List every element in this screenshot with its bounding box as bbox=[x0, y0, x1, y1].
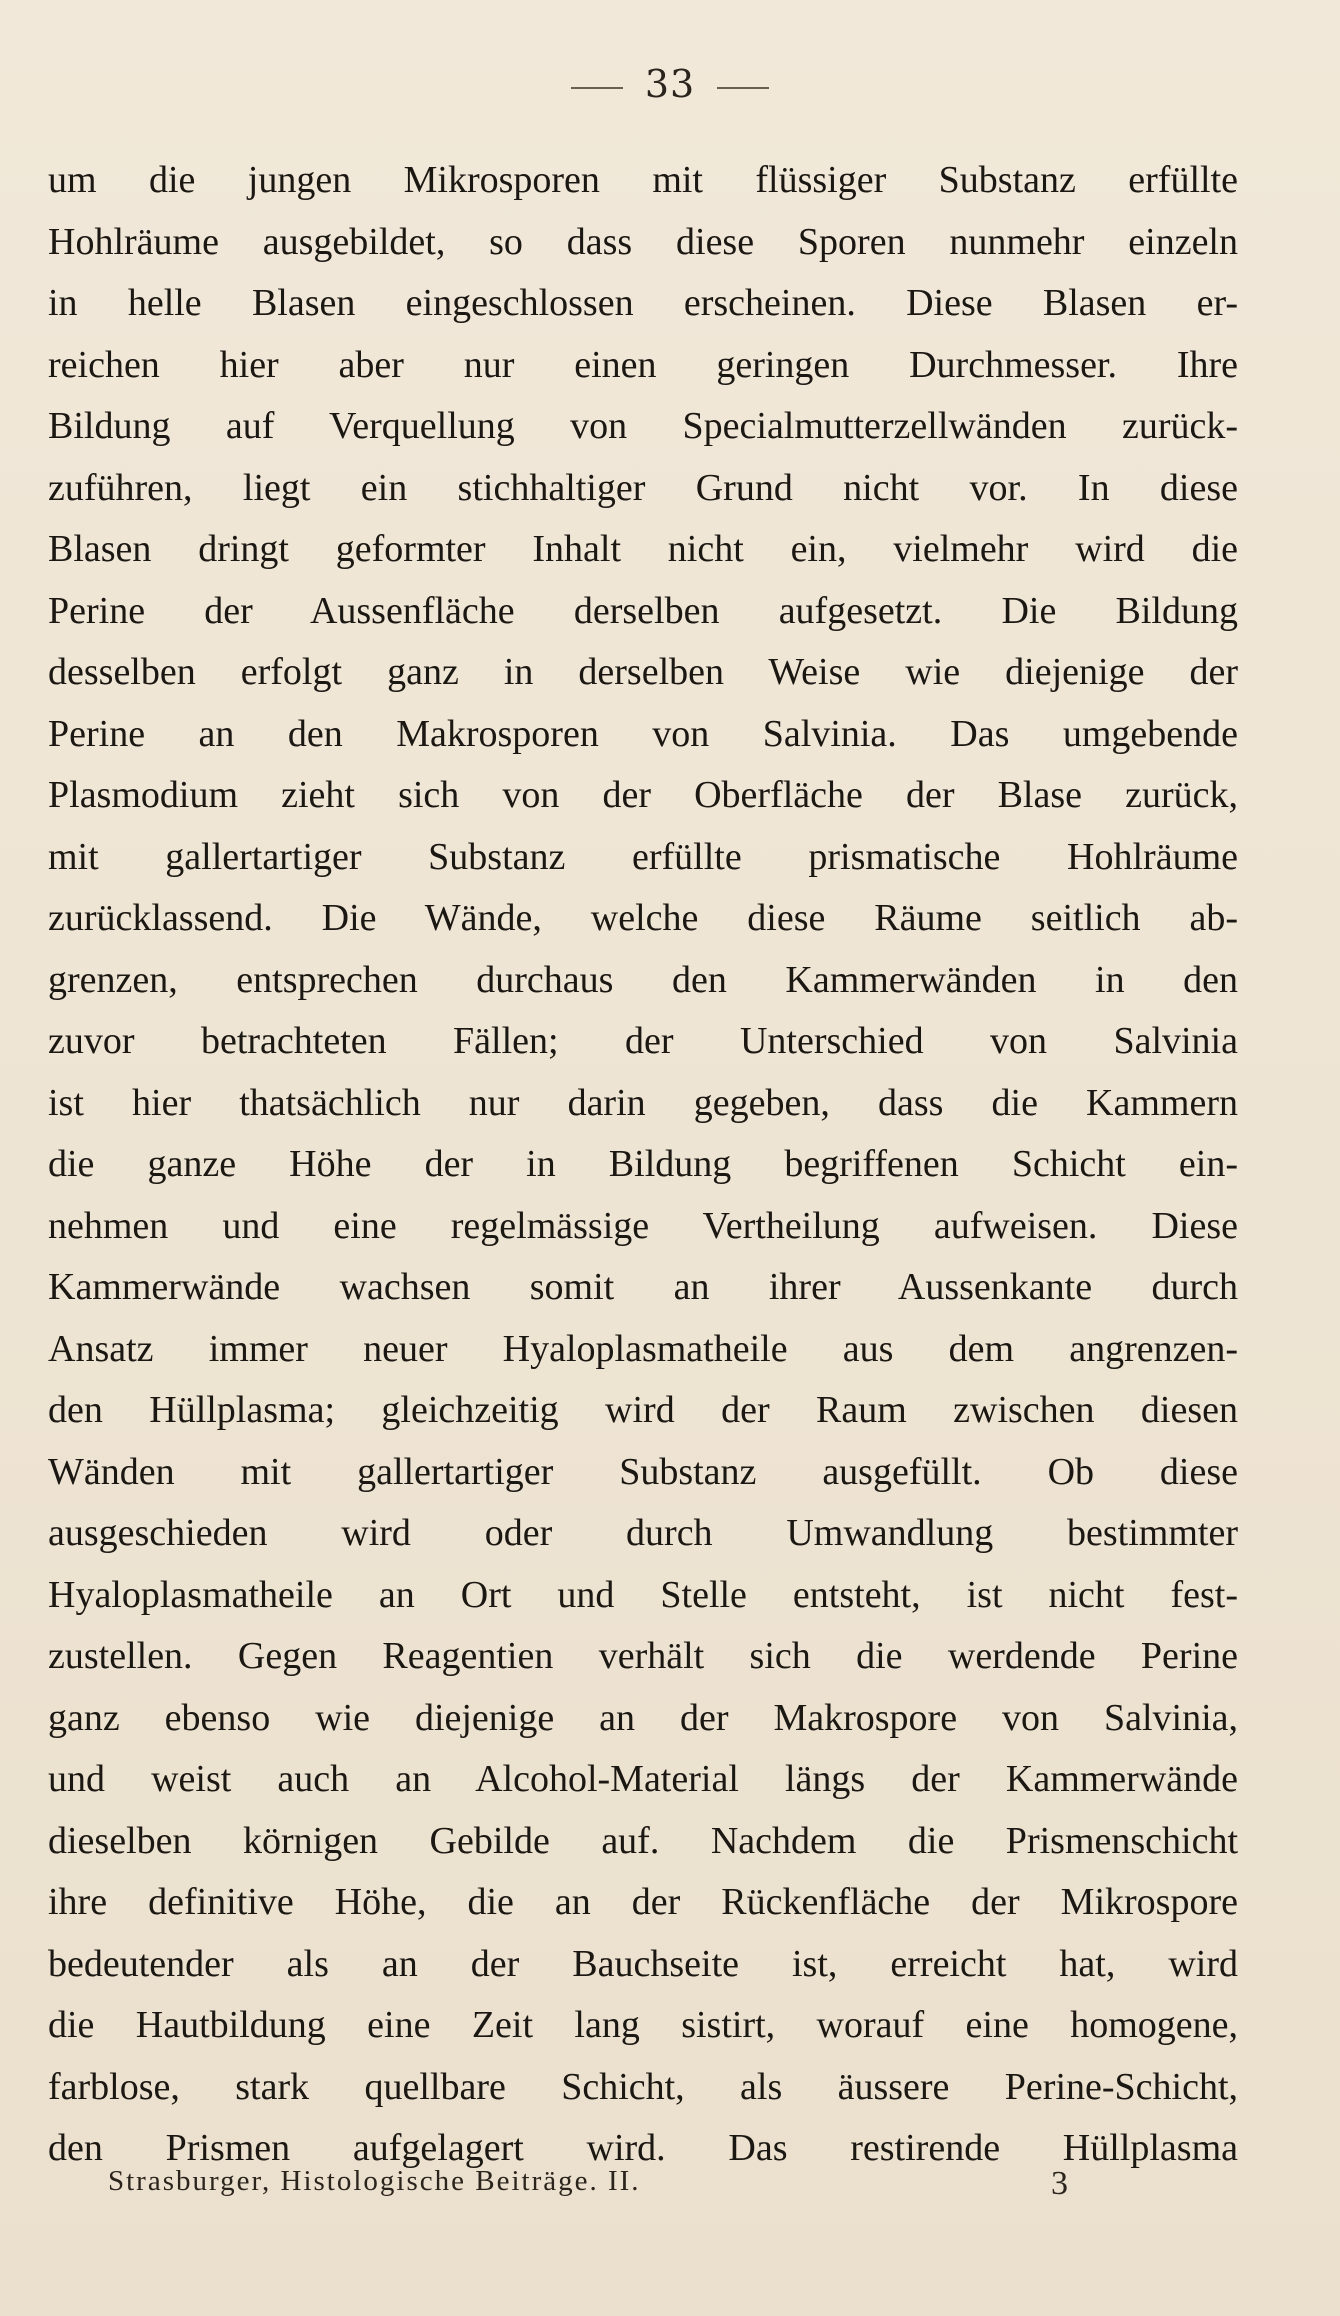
text-line: Kammerwände wachsen somit an ihrer Aussenkante durch bbox=[48, 1266, 1238, 1308]
text-line: nehmen und eine regelmässige Vertheilung aufweisen. Diese bbox=[48, 1204, 1238, 1247]
text-line: Perine an den Makrosporen von Salvinia. Das umgebende bbox=[48, 712, 1238, 755]
text-line: in helle Blasen eingeschlossen erscheinen. Diese Blasen er- bbox=[48, 282, 1238, 324]
text-line: ihre definitive Höhe, die an der Rückenfläche der Mikrospore bbox=[48, 1881, 1238, 1923]
text-line: zuführen, liegt ein stichhaltiger Grund nicht vor. In diese bbox=[48, 466, 1238, 509]
text-line: grenzen, entsprechen durchaus den Kammerwänden in den bbox=[48, 958, 1238, 1001]
text-line: zurücklassend. Die Wände, welche diese Räume seitlich ab- bbox=[48, 897, 1238, 939]
text-line: Ansatz immer neuer Hyaloplasmatheile aus dem angrenzen- bbox=[48, 1327, 1238, 1370]
page-header bbox=[0, 62, 1340, 106]
text-line: zustellen. Gegen Reagentien verhält sich die werdende Perine bbox=[48, 1635, 1238, 1677]
text-line: um die jungen Mikrosporen mit flüssiger Substanz erfüllte bbox=[48, 159, 1238, 201]
text-line: Blasen dringt geformter Inhalt nicht ein, vielmehr wird die bbox=[48, 528, 1238, 570]
footer-citation: Strasburger, Histologische Beiträge. II. bbox=[108, 2165, 641, 2197]
header-dash-left bbox=[571, 87, 623, 89]
text-line: Plasmodium zieht sich von der Oberfläche der Blase zurück, bbox=[48, 774, 1238, 816]
header-dash-right bbox=[717, 87, 769, 89]
signature-mark: 3 bbox=[1051, 2165, 1068, 2202]
text-line: und weist auch an Alcohol-Material längs der Kammerwände bbox=[48, 1758, 1238, 1800]
page-footer bbox=[108, 2165, 1068, 2202]
text-line: reichen hier aber nur einen geringen Durchmesser. Ihre bbox=[48, 343, 1238, 386]
text-line: mit gallertartiger Substanz erfüllte prismatische Hohlräume bbox=[48, 835, 1238, 878]
text-line: Bildung auf Verquellung von Specialmutterzellwänden zurück- bbox=[48, 405, 1238, 447]
text-line: desselben erfolgt ganz in derselben Weise wie diejenige der bbox=[48, 651, 1238, 693]
text-line: Perine der Aussenfläche derselben aufgesetzt. Die Bildung bbox=[48, 589, 1238, 632]
text-line: zuvor betrachteten Fällen; der Unterschied von Salvinia bbox=[48, 1020, 1238, 1062]
body-text bbox=[48, 150, 1238, 2180]
text-line: ganz ebenso wie diejenige an der Makrospore von Salvinia, bbox=[48, 1696, 1238, 1739]
text-line: ausgeschieden wird oder durch Umwandlung bestimmter bbox=[48, 1512, 1238, 1554]
text-line: Hyaloplasmatheile an Ort und Stelle entsteht, ist nicht fest- bbox=[48, 1573, 1238, 1616]
page-number: 33 bbox=[644, 62, 696, 106]
text-line: die Hautbildung eine Zeit lang sistirt, worauf eine homogene, bbox=[48, 2004, 1238, 2046]
text-line: die ganze Höhe der in Bildung begriffenen Schicht ein- bbox=[48, 1143, 1238, 1185]
text-line: den Prismen aufgelagert wird. Das restirende Hüllplasma bbox=[48, 2127, 1238, 2169]
text-line: dieselben körnigen Gebilde auf. Nachdem die Prismenschicht bbox=[48, 1819, 1238, 1862]
text-line: bedeutender als an der Bauchseite ist, erreicht hat, wird bbox=[48, 1942, 1238, 1985]
text-line: ist hier thatsächlich nur darin gegeben, dass die Kammern bbox=[48, 1081, 1238, 1124]
text-line: den Hüllplasma; gleichzeitig wird der Raum zwischen diesen bbox=[48, 1389, 1238, 1431]
text-line: farblose, stark quellbare Schicht, als äussere Perine-Schicht, bbox=[48, 2065, 1238, 2108]
text-line: Hohlräume ausgebildet, so dass diese Sporen nunmehr einzeln bbox=[48, 220, 1238, 263]
text-line: Wänden mit gallertartiger Substanz ausgefüllt. Ob diese bbox=[48, 1450, 1238, 1493]
